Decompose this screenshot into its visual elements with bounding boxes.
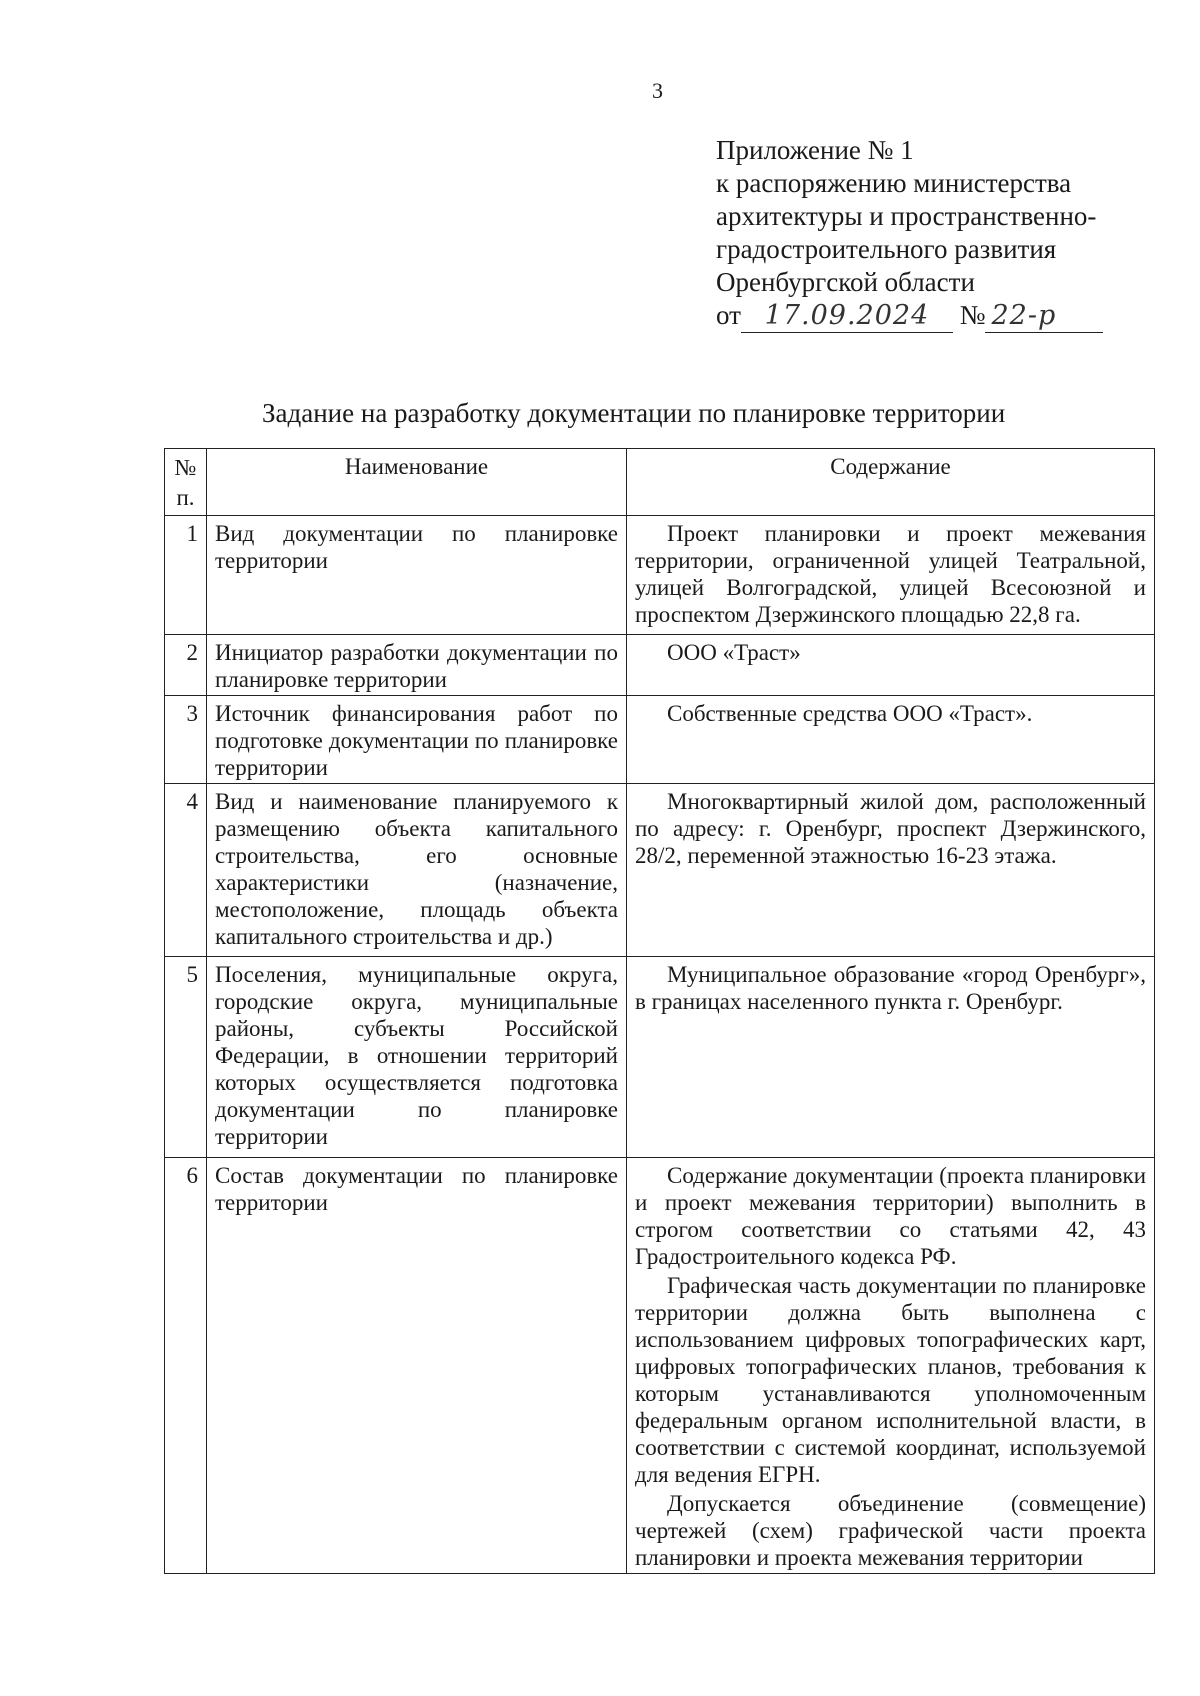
- date-prefix: от: [716, 300, 741, 330]
- content-paragraph: Многоквартирный жилой дом, расположенный по адресу: г. Оренбург, проспект Дзержинского, 28/2, переменной этажностью 16-23 этажа.: [635, 789, 1146, 868]
- content-paragraph: ООО «Траст»: [667, 640, 801, 665]
- row-number: 3: [165, 696, 207, 784]
- document-title: Задание на разработку документации по планировке территории: [262, 398, 1006, 428]
- appendix-line: архитектуры и пространственно-: [716, 201, 1097, 231]
- row-number: 6: [165, 1158, 207, 1574]
- row-content: [627, 635, 1155, 696]
- row-name: Поселения, муниципальные округа, городские округа, муниципальные районы, субъекты Российской Федерации, в отношении территорий которых осуществляется подготовка документации по планировке территории: [207, 957, 627, 1158]
- row-name: Состав документации по планировке территории: [207, 1158, 627, 1574]
- appendix-line: Приложение № 1: [716, 135, 914, 165]
- row-number: 1: [165, 516, 207, 635]
- appendix-block: [716, 134, 1103, 333]
- number-prefix: №: [959, 300, 986, 330]
- content-paragraph: Содержание документации (проекта планировки и проект межевания территории) выполнить в строгом соответствии со статьями 42, 43 Градостроительного кодекса РФ.: [635, 1163, 1146, 1269]
- row-content: [627, 957, 1155, 1158]
- content-paragraph: Собственные средства ООО «Траст».: [667, 701, 1033, 726]
- row-content: [627, 1158, 1155, 1574]
- appendix-date-line: [716, 299, 1103, 333]
- page-number: 3: [652, 78, 663, 103]
- table-row: [165, 1158, 1155, 1574]
- row-content: [627, 696, 1155, 784]
- content-paragraph: Проект планировки и проект межевания территории, ограниченной улицей Театральной, улицей Волгоградской, улицей Всесоюзной и проспектом Дзержинского площадью 22,8 га.: [635, 521, 1146, 627]
- row-number: 2: [165, 635, 207, 696]
- table-header-row: [165, 449, 1155, 516]
- header-content: Содержание: [627, 449, 1155, 516]
- appendix-line: к распоряжению министерства: [716, 168, 1072, 198]
- handwritten-number: 22-р: [985, 299, 1103, 333]
- table-row: [165, 784, 1155, 957]
- table-row: [165, 696, 1155, 784]
- table-row: [165, 635, 1155, 696]
- header-number: № п.: [165, 449, 207, 516]
- handwritten-date: 17.09.2024: [741, 299, 953, 333]
- content-paragraph: Графическая часть документации по планировке территории должна быть выполнена с использованием цифровых топографических карт, цифровых топографических планов, требования к которым устанавливаются уполномоченным федеральным органом исполнительной власти, в соответствии с системой координат, используемой для ведения ЕГРН.: [635, 1273, 1146, 1487]
- task-table: [164, 448, 1155, 1574]
- content-paragraph: Допускается объединение (совмещение) чертежей (схем) графической части проекта планировки и проекта межевания территории: [635, 1491, 1146, 1570]
- row-name: Источник финансирования работ по подготовке документации по планировке территории: [207, 696, 627, 784]
- row-number: 5: [165, 957, 207, 1158]
- row-number: 4: [165, 784, 207, 957]
- content-paragraph: Муниципальное образование «город Оренбург», в границах населенного пункта г. Оренбург.: [635, 962, 1146, 1014]
- row-content: [627, 784, 1155, 957]
- appendix-line: градостроительного развития: [716, 234, 1057, 264]
- header-name: Наименование: [207, 449, 627, 516]
- table-row: [165, 957, 1155, 1158]
- appendix-line: Оренбургской области: [716, 267, 975, 297]
- row-name: Вид документации по планировке территории: [207, 516, 627, 635]
- row-content: [627, 516, 1155, 635]
- table-row: [165, 516, 1155, 635]
- row-name: Вид и наименование планируемого к размещению объекта капитального строительства, его основные характеристики (назначение, местоположение, площадь объекта капитального строительства и др.): [207, 784, 627, 957]
- row-name: Инициатор разработки документации по планировке территории: [207, 635, 627, 696]
